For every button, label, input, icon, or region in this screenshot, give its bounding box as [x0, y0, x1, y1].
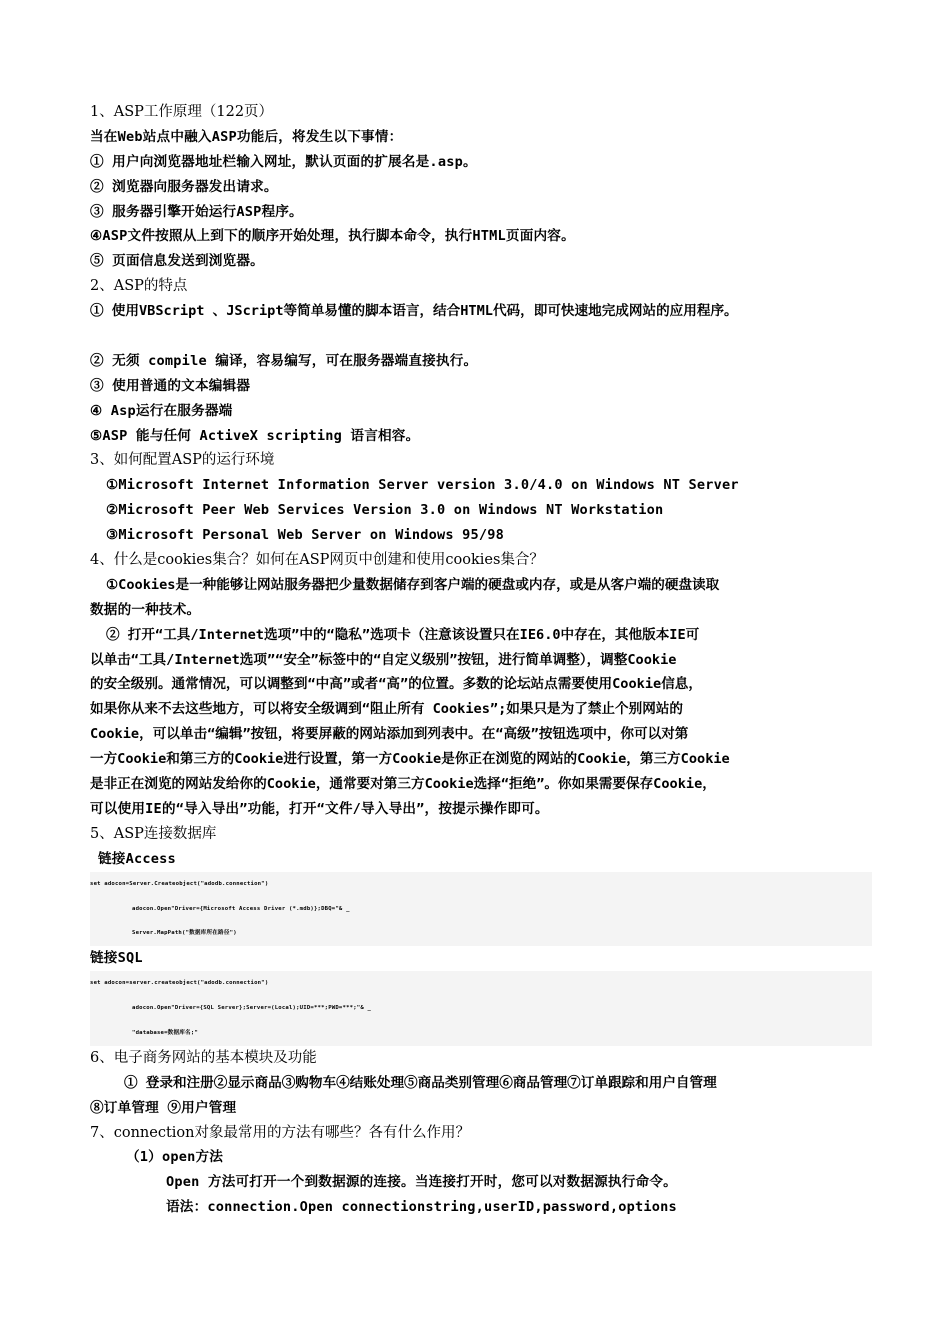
access-code-line: Server.MapPath("数据库所在路径"): [90, 921, 872, 946]
access-label: 链接Access: [98, 850, 176, 867]
section-2-feature: ⑤ASP 能与任何 ActiveX scripting 语言相容。: [90, 427, 420, 444]
section-2-feature: ① 使用VBScript 、JScript等简单易懂的脚本语言，结合HTML代码，即可快速地完成网站的应用程序。: [90, 303, 738, 320]
section-4-line: 一方Cookie和第三方的Cookie进行设置，第一方Cookie是你正在浏览的网站的Cookie，第三方Cookie: [90, 751, 730, 768]
section-4-line: 如果你从来不去这些地方，可以将安全级调到“阻止所有 Cookies”;如果只是为了禁止个别网站的: [90, 701, 683, 718]
sql-code-line: adocon.Open"Driver={SQL Server};Server=(Local);UID=***;PWD=***;"& _: [90, 996, 872, 1021]
section-3-server: ①Microsoft Internet Information Server version 3.0/4.0 on Windows NT Server: [106, 477, 739, 494]
section-7-sublabel: （1）open方法: [126, 1149, 224, 1166]
section-7-desc: Open 方法可打开一个到数据源的连接。当连接打开时，您可以对数据源执行命令。: [166, 1174, 677, 1191]
section-4-line: ② 打开“工具/Internet选项”中的“隐私”选项卡（注意该设置只在IE6.0中存在，其他版本IE可: [106, 626, 700, 643]
section-7-syntax: 语法：connection.Open connectionstring,userID,password,options: [166, 1199, 677, 1216]
section-2-feature: ② 无须 compile 编译，容易编写，可在服务器端直接执行。: [90, 352, 478, 369]
section-1-step: ⑤ 页面信息发送到浏览器。: [90, 253, 264, 270]
sql-code-line: set adocon=server.createobject("adodb.connection"): [90, 971, 872, 996]
section-6-modules: ① 登录和注册②显示商品③购物车④结账处理⑤商品类别管理⑥商品管理⑦订单跟踪和用户自管理: [124, 1074, 717, 1091]
sql-code-line: "database=数据库名;": [90, 1021, 872, 1046]
section-4-line: Cookie，可以单击“编辑”按钮，将要屏蔽的网站添加到列表中。在“高级”按钮选项中，你可以对第: [90, 726, 689, 743]
section-4-line: 可以使用IE的“导入导出”功能，打开“文件/导入导出”，按提示操作即可。: [90, 800, 549, 817]
section-6-modules: ⑧订单管理 ⑨用户管理: [90, 1099, 237, 1116]
section-1-step: ② 浏览器向服务器发出请求。: [90, 178, 278, 195]
section-2-feature: ③ 使用普通的文本编辑器: [90, 377, 251, 394]
access-code-line: set adocon=Server.Createobject("adodb.connection"): [90, 872, 872, 897]
section-5-heading: 5、ASP连接数据库: [90, 825, 217, 842]
section-2-heading: 2、ASP的特点: [90, 278, 188, 295]
document-body: [90, 100, 870, 1220]
section-4-line: 以单击“工具/Internet选项”“安全”标签中的“自定义级别”按钮，进行简单调整），调整Cookie: [90, 651, 677, 668]
section-2-feature: ④ Asp运行在服务器端: [90, 402, 233, 419]
section-1-step: ① 用户向浏览器地址栏输入网址，默认页面的扩展名是.asp。: [90, 153, 477, 170]
section-4-heading: 4、什么是cookies集合？如何在ASP网页中创建和使用cookies集合？: [90, 552, 544, 569]
section-1-step: ③ 服务器引擎开始运行ASP程序。: [90, 203, 303, 220]
section-1-step: ④ASP文件按照从上到下的顺序开始处理，执行脚本命令，执行HTML页面内容。: [90, 228, 575, 245]
section-4-line: 数据的一种技术。: [90, 601, 201, 618]
section-4-line: ①Cookies是一种能够让网站服务器把少量数据储存到客户端的硬盘或内存，或是从客户端的硬盘读取: [106, 576, 720, 593]
blank-line: [90, 324, 870, 349]
access-code-line: adocon.Open"Driver={Microsoft Access Driver (*.mdb)};DBQ="& _: [90, 897, 872, 922]
section-7-heading: 7、connection对象最常用的方法有哪些？各有什么作用？: [90, 1124, 470, 1141]
section-3-heading: 3、如何配置ASP的运行环境: [90, 452, 275, 469]
section-3-server: ③Microsoft Personal Web Server on Windows 95/98: [106, 527, 505, 544]
section-4-line: 是非正在浏览的网站发给你的Cookie，通常要对第三方Cookie选择“拒绝”。你如果需要保存Cookie，: [90, 776, 716, 793]
section-1-heading: 1、ASP工作原理（122页）: [90, 104, 274, 120]
sql-label: 链接SQL: [90, 950, 143, 967]
section-4-line: 的安全级别。通常情况，可以调整到“中高”或者“高”的位置。多数的论坛站点需要使用Cookie信息，: [90, 676, 702, 693]
section-1-intro: 当在Web站点中融入ASP功能后，将发生以下事情：: [90, 128, 403, 145]
section-3-server: ②Microsoft Peer Web Services Version 3.0 on Windows NT Workstation: [106, 502, 664, 519]
section-6-heading: 6、电子商务网站的基本模块及功能: [90, 1049, 317, 1066]
